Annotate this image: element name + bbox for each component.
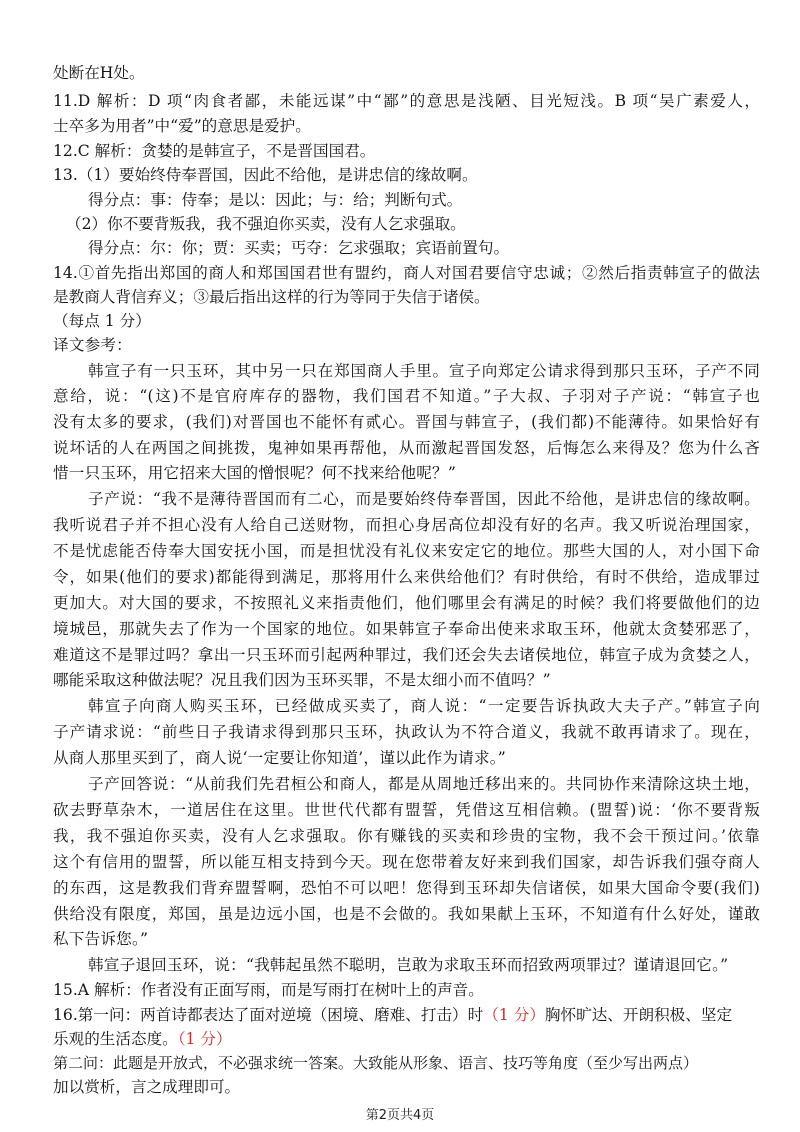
translation-line: 供给没有限度，郑国，虽是边远小国，也是不会做的。我如果献上玉环，不知道有什么好处，谨敢 (53, 905, 760, 923)
answer-text: 乐观的生活态度。 (53, 1030, 178, 1048)
text-line: 处断在H处。 (53, 64, 145, 82)
translation-line: 不是忧虑能否侍奉大国安抚小国，而是担忧没有礼仪来安定它的地位。那些大国的人，对小国下命 (53, 542, 760, 560)
translation-line: 砍去野草杂木，一道居住在这里。世世代代都有盟誓，凭借这互相信赖。(盟誓)说：‘你不要背叛 (53, 801, 760, 819)
scoring-points: 得分点：事：侍奉；是以：因此；与：给；判断句式。 (88, 191, 463, 209)
translation-line: 难道这不是罪过吗？拿出一只玉环而引起两种罪过，我们还会失去诸侯地位，韩宣子成为贪婪之人， (53, 646, 760, 664)
translation-line: 我听说君子并不担心没有人给自己送财物，而担心身居高位却没有好的名声。我又听说治理国家， (53, 516, 760, 534)
translation-line: 从商人那里买到了，商人说‘一定要让你知道’，谨以此作为请求。” (53, 749, 506, 767)
translation-line: 意给，说：“(这)不是官府库存的器物，我们国君不知道。”子大叔、子羽对子产说：“韩宣子也 (53, 387, 760, 405)
answer-13-1: 13.（1）要始终侍奉晋国，因此不给他，是讲忠信的缘故啊。 (53, 166, 478, 184)
translation-line: 私下告诉您。” (53, 930, 149, 948)
translation-line: 更加大。对大国的要求，不按照礼义来指责他们，他们哪里会有满足的时候？我们将要做他们的边 (53, 594, 760, 612)
translation-line: 子产回答说：“从前我们先君桓公和商人，都是从周地迁移出来的。共同协作来清除这块土地， (88, 775, 760, 793)
translation-line: 的东西，这是教我们背弃盟誓啊，恐怕不可以吧！您得到玉环却失信诸侯，如果大国命令要(我们) (53, 879, 760, 897)
answer-16-part1 (53, 1004, 760, 1026)
text-line: 士卒多为用者”中“爱”的意思是爱护。 (53, 117, 311, 135)
translation-line: 韩宣子退回玉环，说：“我韩起虽然不聪明，岂敢为求取玉环而招致两项罪过？谨请退回它。” (88, 956, 729, 974)
answer-14: 14.①首先指出郑国的商人和郑国国君世有盟约，商人对国君要信守忠诚；②然后指责韩宣子的做法 (53, 264, 760, 282)
page-footer: 第2页共4页 (365, 1108, 435, 1123)
answer-15: 15.A 解析：作者没有正面写雨，而是写雨打在树叶上的声音。 (53, 981, 484, 999)
translation-heading: 译文参考： (53, 336, 132, 354)
answer-text: 16.第一问：两首诗都表达了面对逆境（困境、磨难、打击）时 (53, 1006, 484, 1024)
translation-line: 韩宣子有一只玉环，其中另一只在郑国商人手里。宣子向郑定公请求得到那只玉环，子产不同 (88, 362, 760, 380)
text-line: 是教商人背信弃义；③最后指出这样的行为等同于失信于诸侯。 (53, 288, 490, 306)
translation-line: 这个有信用的盟誓，所以能互相支持到今天。现在您带着友好来到我们国家，却告诉我们强夺商人 (53, 853, 760, 871)
translation-line: 我，我不强迫你买卖，没有人乞求强取。你有赚钱的买卖和珍贵的宝物，我不会干预过问。’依靠 (53, 827, 760, 845)
translation-line: 子产请求说：“前些日子我请求得到那只玉环，执政认为不符合道义，我就不敢再请求了。现在， (53, 723, 760, 741)
translation-line: 子产说：“我不是薄待晋国而有二心，而是要始终侍奉晋国，因此不给他，是讲忠信的缘故啊。 (88, 490, 760, 508)
answer-text: 胸怀旷达、开朗积极、坚定 (544, 1006, 733, 1024)
answer-16-part2: 第二问：此题是开放式，不必强求统一答案。大致能从形象、语言、技巧等角度（至少写出两点） (53, 1054, 699, 1072)
answer-11: 11.D 解析：D 项“肉食者鄙，未能远谋”中“鄙”的意思是浅陋、目光短浅。B 项“吴广素爱人， (53, 92, 760, 110)
translation-line: 说坏话的人在两国之间挑拨，鬼神如果再帮他，从而激起晋国发怒，后悔怎么来得及？您为什么吝 (53, 439, 760, 457)
answer-16-part1-cont (53, 1028, 760, 1050)
translation-line: 惜一只玉环，用它招来大国的憎恨呢？何不找来给他呢？” (53, 464, 457, 482)
score-note: （每点 1 分） (53, 312, 151, 330)
translation-line: 哪能采取这种做法呢？况且我们因为玉环买罪，不是太细小而不值吗？” (53, 671, 551, 689)
score-mark: （1 分） (483, 1006, 545, 1024)
translation-line: 令，如果(他们的要求)都能得到满足，那将用什么来供给他们？有时供给，有时不供给，造成罪过 (53, 568, 760, 586)
scoring-points: 得分点：尔：你；贾：买卖；丐夺：乞求强取；宾语前置句。 (88, 239, 510, 257)
text-line: 加以赏析，言之成理即可。 (53, 1078, 241, 1096)
answer-13-2: （2）你不要背叛我，我不强迫你买卖，没有人乞求强取。 (66, 215, 466, 233)
translation-line: 没有太多的要求，(我们)对晋国也不能怀有贰心。晋国与韩宣子，(我们都)不能薄待。如果恰好有 (53, 413, 760, 431)
translation-line: 境城邑，那就失去了作为一个国家的地位。如果韩宣子奉命出使来求取玉环，他就太贪婪邪恶了， (53, 620, 760, 638)
translation-line: 韩宣子向商人购买玉环，已经做成买卖了，商人说：“一定要告诉执政大夫子产。”韩宣子向 (88, 697, 760, 715)
score-mark: （1 分） (177, 1030, 232, 1048)
answer-12: 12.C 解析：贪婪的是韩宣子，不是晋国国君。 (53, 142, 376, 160)
